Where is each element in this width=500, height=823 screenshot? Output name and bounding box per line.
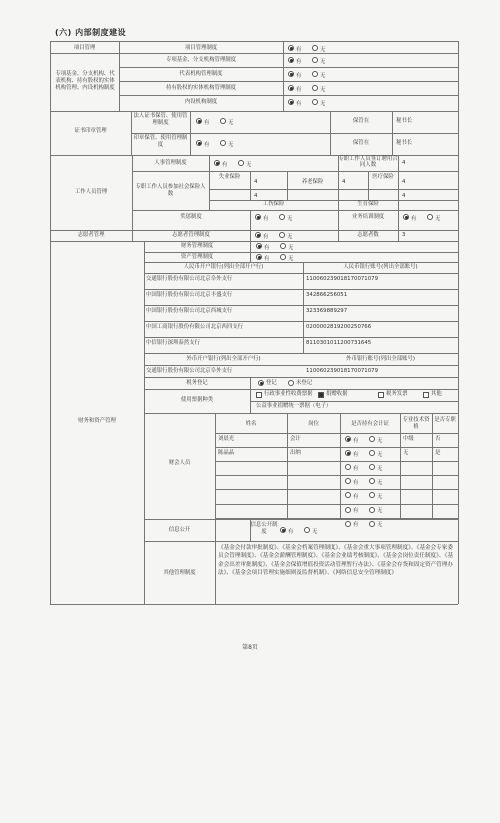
table-rule [144,365,458,366]
project-item-1-yes-radio[interactable] [288,71,294,77]
project-item-3-yes-radio[interactable] [288,99,294,105]
personnel-system-no-label: 无 [246,161,252,168]
injury-value: 4 [254,193,258,199]
fx-bank-0: 交通银行股份有限公司北京阜外支行 [146,368,233,374]
acc-cert-4-yes-radio[interactable] [345,492,351,498]
bill-type-label: 使用票据种类 [180,397,214,403]
acc-cert-0-yes-label: 有 [353,437,359,444]
table-rule [50,41,51,604]
tax-registration-b-label: 未登记 [296,379,313,386]
table-rule [144,273,458,274]
tax-registration-b-radio[interactable] [288,380,294,386]
seal-stamp-yes-label: 有 [204,141,210,148]
table-rule [215,461,458,462]
personnel-label: 人事管理制度 [154,160,187,166]
acc-cert-0-no-radio[interactable] [369,436,375,442]
acc-header-fulltime: 是否专职 [434,417,456,423]
acc-post-0: 会计 [290,436,301,442]
injury-label: 工伤保险 [262,201,285,207]
reward-label: 奖惩制度 [180,214,202,220]
project-system-label: 项目管理制度 [184,45,218,51]
reward-system-yes-label: 有 [263,215,269,222]
project-item-0: 专项基金、分支机构管理制度 [165,57,237,63]
table-rule [144,519,458,520]
acc-cert-6-no-label: 无 [377,522,383,529]
fx-account-header: 外币银行账号(列出全部账号) [346,356,415,362]
reward-system-yes-radio[interactable] [255,214,261,220]
medical-value: 4 [402,179,406,185]
table-rule [144,289,458,290]
acc-cert-6-no-radio[interactable] [369,521,375,527]
training-system-yes-label: 有 [411,215,417,222]
project-item-0-yes-label: 有 [296,58,302,65]
acc-cert-3-yes-label: 有 [353,479,359,486]
pension-value: 4 [342,179,346,185]
bill-checkbox-3[interactable] [423,392,429,398]
seal-stamp-yes-radio[interactable] [196,140,202,146]
project-item-1-yes-label: 有 [296,72,302,79]
disclosure-system-no-label: 无 [312,528,318,535]
acc-cert-6-yes-radio[interactable] [345,521,351,527]
acc-cert-5-yes-label: 有 [353,508,359,514]
disclosure-system-no-radio[interactable] [304,527,310,533]
acc-cert-2-no-radio[interactable] [369,464,375,470]
maternity-value: 4 [402,193,406,199]
acc-cert-0-yes-radio[interactable] [345,436,351,442]
reward-system-no-radio[interactable] [279,214,285,220]
asset-system-no-radio[interactable] [280,254,286,260]
table-rule [119,67,458,68]
reward-system-no-label: 无 [287,215,293,222]
acc-cert-6-yes-label: 有 [353,522,359,529]
personnel-system-yes-label: 有 [222,161,228,168]
seal-stamp-label: 印章保管、使用管理制度 [133,135,188,148]
personnel-system-yes-radio[interactable] [214,160,220,166]
seal-stamp-no-radio[interactable] [220,140,226,146]
table-rule [144,353,458,354]
finance-system-yes-radio[interactable] [256,243,262,249]
table-rule [283,41,284,111]
rmb-bank-2: 中国银行股份有限公司北京西城支行 [146,308,233,314]
pension-label: 养老保险 [301,179,324,185]
table-rule [144,377,458,378]
project-multi-group-label: 专项基金、分支机构、代表机构、持有股权的实体机构管理、内设机构制度 [55,71,115,91]
project-system-yes-label: 有 [296,46,302,53]
bill-label-2: 税务发票 [386,391,408,397]
acc-qual-1: 无 [403,450,409,457]
other-system-label: 其他管理制度 [163,570,196,576]
table-rule [209,189,458,190]
unemployment-label: 失业保险 [218,174,241,180]
project-item-2: 持有股权的实体机构管理制度 [165,85,237,91]
fulltime-contract-value: 4 [402,160,406,166]
table-rule [144,389,458,390]
seal-license-no-radio[interactable] [220,118,226,124]
project-item-0-yes-radio[interactable] [288,57,294,63]
table-rule [131,133,458,134]
volunteer-system-yes-radio[interactable] [255,232,261,238]
table-rule [458,41,459,604]
table-rule [50,230,458,231]
project-system-yes-radio[interactable] [288,45,294,51]
finance-group-label: 财务和资产管理 [78,418,116,424]
table-rule [398,171,399,210]
disclosure-label: 信息公开 [168,527,191,533]
acc-cert-2-yes-label: 有 [353,465,359,472]
training-system-yes-radio[interactable] [403,214,409,220]
seal-stamp-no-label: 无 [228,141,234,148]
table-rule [50,604,458,605]
project-item-1-no-radio[interactable] [312,71,318,77]
table-rule [250,377,251,389]
project-system-no-radio[interactable] [312,45,318,51]
acc-post-1: 出纳 [290,450,301,457]
insurance-title: 专职工作人员参加社会保险人数 [135,184,206,197]
table-rule [250,230,251,241]
seal-license-label: 法人证书保管、使用管理制度 [133,113,188,126]
table-rule [144,252,458,253]
bill-checkbox-2[interactable] [378,392,384,398]
table-rule [144,321,458,322]
finance-system-no-label: 无 [288,244,294,251]
table-rule [250,171,251,200]
disclosure-system-label: 信息公开制度 [250,522,278,535]
project-item-3-no-label: 无 [320,100,326,107]
seal-keeper-label-2: 保管在 [352,140,370,146]
volunteer-system-yes-label: 有 [263,233,269,240]
table-rule [215,447,458,448]
table-rule [215,433,458,434]
disclosure-system-yes-radio[interactable] [280,527,286,533]
acc-fulltime-0: 否 [435,436,441,442]
table-rule [398,210,399,230]
project-item-1-no-label: 无 [320,72,326,79]
rmb-bank-3: 中国工商银行股份有限公司北京西四支行 [146,324,244,330]
table-rule [132,210,458,211]
acc-cert-3-no-radio[interactable] [369,478,375,484]
volunteer-count-value: 3 [402,232,406,238]
table-rule [119,81,458,82]
acc-cert-1-yes-label: 有 [353,451,359,458]
project-item-3-no-radio[interactable] [312,99,318,105]
table-rule [144,262,458,263]
acc-cert-5-no-radio[interactable] [369,507,375,513]
rmb-account-4: 8110301011200731645 [306,340,372,346]
project-system-no-label: 无 [320,46,326,53]
rmb-account-3: 0200002819200250766 [306,324,372,330]
rmb-bank-header: 人民币开户银行(列出全部开户行) [183,264,264,270]
table-rule [215,475,458,476]
project-item-1: 代表机构管理制度 [179,71,223,77]
fx-bank-header: 外币开户银行(列出全部开户行) [186,356,261,362]
table-rule [50,41,458,42]
fulltime-contract-label: 专职工作人员签订聘用合同人数 [338,155,398,169]
acc-header-qual: 专业技术资格 [402,417,430,430]
maternity-label: 生育保险 [357,201,379,207]
bill-label-3: 其他 [431,391,442,397]
volunteer-system-no-radio[interactable] [279,232,285,238]
table-rule [215,541,216,604]
table-rule [144,241,145,604]
acc-name-1: 陈晶晶 [218,450,235,457]
finance-system-no-radio[interactable] [280,243,286,249]
table-rule [144,337,458,338]
rmb-account-2: 323369889297 [306,308,348,314]
bill-label-0: 行政事业性收费票据 [264,391,313,397]
acc-cert-4-no-radio[interactable] [369,492,375,498]
seal-keeper-label-1: 保管在 [352,118,370,124]
project-group-label: 项目管理 [73,45,96,51]
acc-cert-4-no-label: 无 [377,493,383,500]
asset-system-no-label: 无 [288,255,294,262]
acc-cert-5-yes-radio[interactable] [345,507,351,513]
rmb-bank-0: 交通银行股份有限公司北京阜外支行 [146,276,233,282]
acc-header-post: 岗位 [308,421,319,427]
rmb-bank-4: 中信银行深圳泰然支行 [146,340,200,346]
table-rule [50,53,458,54]
table-rule [119,95,458,96]
training-system-no-radio[interactable] [427,214,433,220]
unemployment-value: 4 [254,179,258,185]
seal-license-no-label: 无 [228,119,234,126]
table-rule [215,519,216,541]
acc-cert-1-yes-radio[interactable] [345,450,351,456]
acc-cert-1-no-label: 无 [377,451,383,458]
other-system-text: 《基金会付款审批制度》、《基金会档案管理制度》、《基金会重大事项管理制度》、《基金会专家委员会管理制度》、《基金会薪酬管理制度》、《基金会业绩考核制度》、《基金会岗位责任制度》、《基金会出差审批制度》、《基金会保值增值投资活动管理暂行办法》、《基金会存货和固定资产管理办法》、《基金会项目管理实施细则及监督机制》、《网络信息安全管理制度》 [218,545,453,577]
table-rule [50,241,458,242]
volunteer-group-label: 志愿者管理 [77,232,105,238]
project-item-2-no-radio[interactable] [312,85,318,91]
table-rule [215,489,458,490]
project-item-2-no-label: 无 [320,86,326,93]
table-rule [215,504,458,505]
acc-qual-0: 中级 [403,436,414,442]
table-rule [144,413,458,414]
seal-keeper-value-2: 秘书长 [396,140,413,146]
project-item-2-yes-label: 有 [296,86,302,93]
project-item-0-no-radio[interactable] [312,57,318,63]
project-item-0-no-label: 无 [320,58,326,65]
seal-license-yes-label: 有 [204,119,210,126]
section-title: (六) 内部制度建设 [55,28,127,37]
accountant-label: 财会人员 [168,460,191,466]
table-rule [250,401,458,402]
asset-system-label: 资产管理制度 [180,254,214,260]
table-rule [398,230,399,241]
acc-cert-0-no-label: 无 [377,437,383,444]
acc-cert-5-no-label: 无 [377,508,383,514]
acc-cert-2-no-label: 无 [377,465,383,472]
volunteer-count-label: 志愿者数 [357,232,379,238]
table-rule [132,171,458,172]
disclosure-system-yes-label: 有 [288,528,294,535]
tax-registration-a-radio[interactable] [258,380,264,386]
acc-cert-2-yes-radio[interactable] [345,464,351,470]
acc-header-name: 姓名 [245,421,257,427]
rmb-account-1: 342866256051 [306,292,348,298]
acc-name-0: 刘晨光 [218,436,235,442]
table-rule [303,262,304,353]
volunteer-system-no-label: 无 [287,233,293,240]
seal-keeper-value-1: 秘书长 [396,118,413,124]
table-rule [209,155,210,171]
acc-header-cert: 是否持有会计证 [351,421,389,427]
seal-license-yes-radio[interactable] [196,118,202,124]
finance-system-yes-label: 有 [264,244,270,251]
finance-system-label: 财务管理制度 [180,243,214,249]
seal-group-label: 证书印章管理 [74,128,107,134]
bill-checkbox-1[interactable] [318,392,324,398]
acc-cert-3-no-label: 无 [377,479,383,486]
project-item-2-yes-radio[interactable] [288,85,294,91]
staff-group-label: 工作人员管理 [74,189,108,195]
tax-registration-label: 税务登记 [186,380,208,386]
personnel-system-no-radio[interactable] [238,160,244,166]
table-rule [250,210,251,230]
acc-cert-3-yes-radio[interactable] [345,478,351,484]
training-system-no-label: 无 [435,215,441,222]
bill-label-1: 捐赠收据 [326,391,348,397]
acc-cert-1-no-radio[interactable] [369,450,375,456]
rmb-account-0: 110060239018170071079 [306,276,379,282]
rmb-bank-1: 中国银行股份有限公司北京丰盛支行 [146,292,233,298]
training-label: 业务培训制度 [351,214,385,220]
table-rule [144,305,458,306]
asset-system-yes-label: 有 [264,255,270,262]
fx-account-0: 110060239018170071079 [306,368,379,374]
tax-registration-a-label: 登记 [266,379,277,386]
project-item-3: 内设机构制度 [184,99,218,105]
public-receipt-label: 公益事业捐赠统一票据（电子） [256,403,332,409]
volunteer-system-label: 志愿者管理制度 [172,232,210,238]
project-item-3-yes-label: 有 [296,100,302,107]
acc-cert-4-yes-label: 有 [353,493,359,500]
medical-label: 医疗保险 [372,174,394,180]
acc-fulltime-1: 是 [435,450,441,457]
table-rule [144,541,458,542]
rmb-account-header: 人民币银行账号(列出全部账号) [343,264,418,270]
asset-system-yes-radio[interactable] [256,254,262,260]
page-number: 第8页 [242,644,258,651]
table-rule [50,111,458,112]
bill-checkbox-0[interactable] [256,392,262,398]
